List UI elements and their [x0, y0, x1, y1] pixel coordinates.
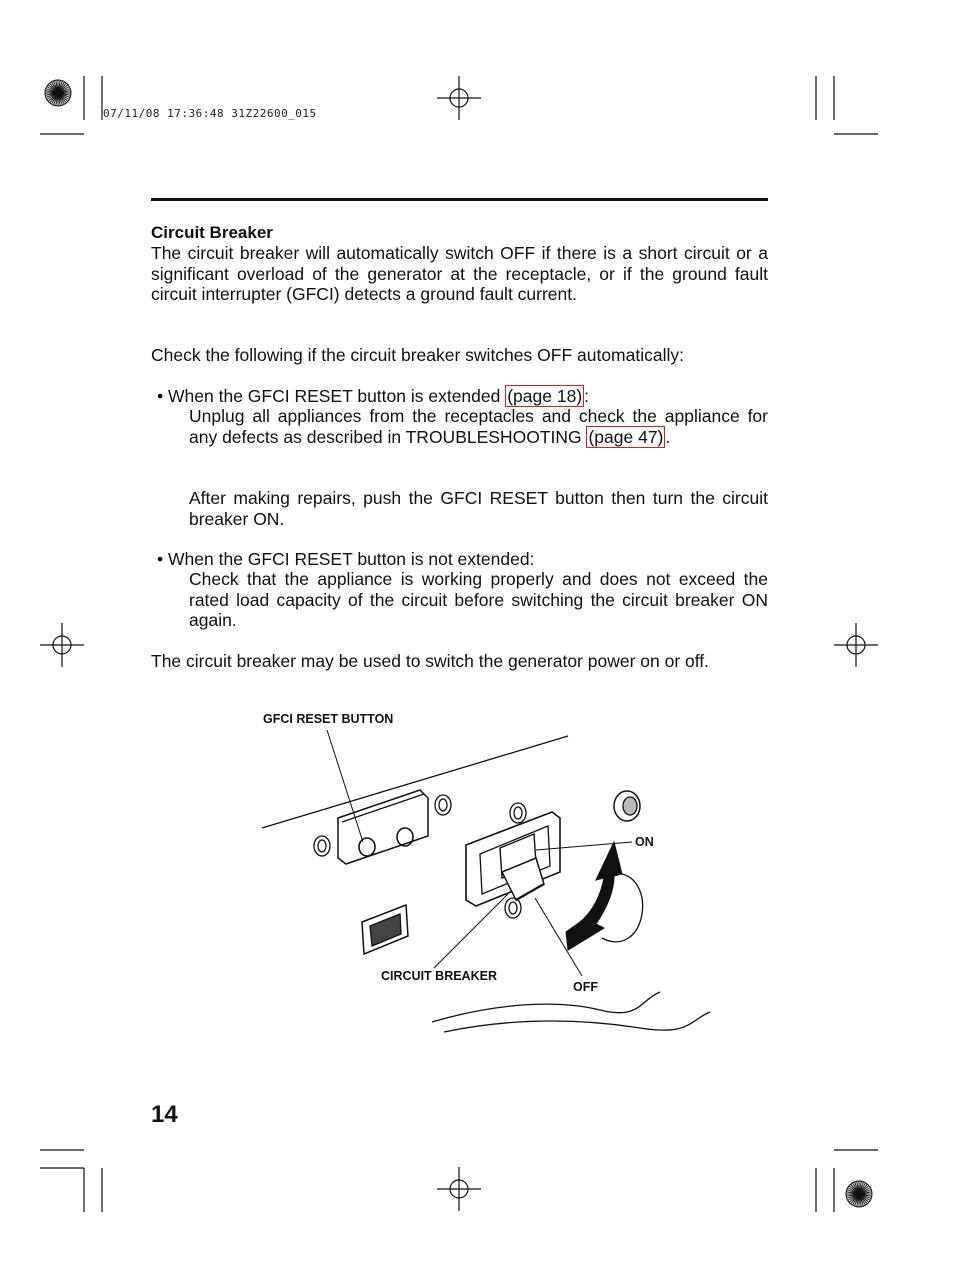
on-off-double-arrow-icon	[566, 842, 622, 950]
bullet-lead-end: :	[584, 386, 590, 406]
item-1-paragraph-1-end: .	[665, 426, 671, 447]
circuit-breaker-toggle-icon	[500, 834, 544, 900]
small-switch-icon	[362, 905, 408, 954]
screw-icon	[435, 795, 451, 815]
page-47-link[interactable]: (page 47)	[588, 426, 664, 447]
bullet-lead: When the GFCI RESET button is not extended:	[168, 549, 535, 569]
page-number: 14	[151, 1101, 178, 1128]
closing-paragraph: The circuit breaker may be used to switch the generator power on or off.	[151, 651, 710, 671]
bullet-glyph: •	[157, 549, 164, 569]
bullet-glyph: •	[157, 386, 164, 406]
print-stamp: 07/11/08 17:36:48 31Z22600_015	[103, 107, 317, 120]
item-2-paragraph-1: Check that the appliance is working properly and does not exceed the rated load capacity of the circuit before switching the circuit breaker ON again.	[189, 569, 768, 630]
label-off: OFF	[573, 980, 598, 994]
intro-paragraph: The circuit breaker will automatically switch OFF if there is a short circuit or a significant overload of the generator at the receptacle, or if the ground fault circuit interrupter (GFCI) detects a ground fault current.	[151, 243, 768, 304]
section-heading: Circuit Breaker	[151, 223, 273, 242]
label-circuit-breaker: CIRCUIT BREAKER	[381, 969, 497, 983]
check-line: Check the following if the circuit breaker switches OFF automatically:	[151, 345, 684, 365]
screw-icon	[510, 803, 526, 823]
item-1-paragraph-2: After making repairs, push the GFCI RESET button then turn the circuit breaker ON.	[189, 488, 768, 529]
label-gfci-reset-button: GFCI RESET BUTTON	[263, 712, 394, 726]
screw-icon	[314, 836, 330, 856]
knob-icon	[614, 791, 640, 821]
item-1-paragraph-1-text: Unplug all appliances from the receptacles and check the appliance for any defects as described in TROUBLESHOOTING	[189, 406, 768, 447]
page-18-link[interactable]: (page 18)	[507, 386, 583, 406]
screw-icon	[505, 898, 521, 918]
bullet-lead: When the GFCI RESET button is extended	[168, 386, 506, 406]
label-on: ON	[635, 835, 654, 849]
gfci-reset-button-icon	[359, 838, 375, 856]
